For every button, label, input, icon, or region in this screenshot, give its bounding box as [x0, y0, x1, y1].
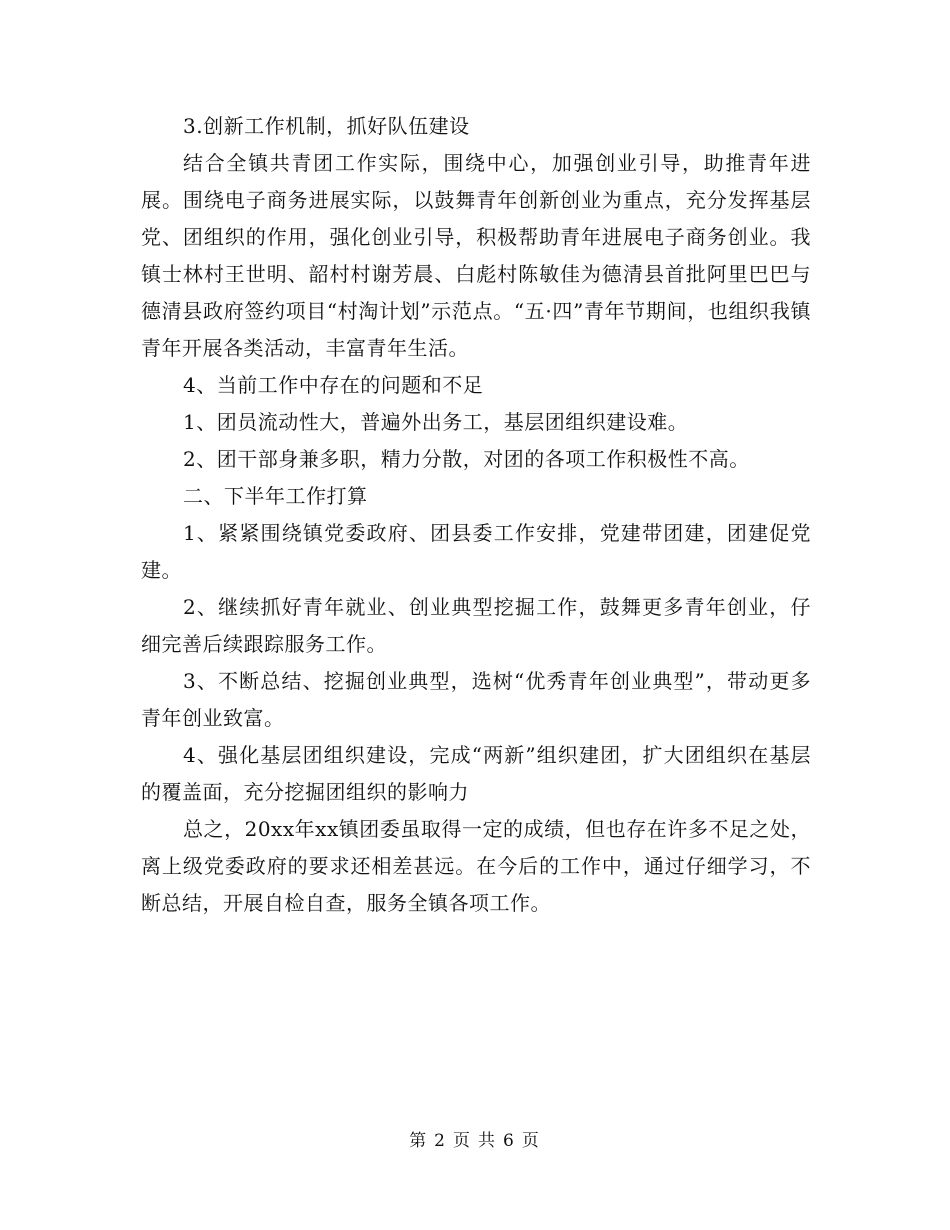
footer-label-di: 第	[409, 1131, 429, 1151]
footer-total-pages: 6	[503, 1131, 516, 1151]
heading-second-half-plan: 二、下半年工作打算	[183, 484, 368, 508]
summary-paragraph: 总之，20xx年xx镇团委虽取得一定的成绩，但也存在许多不足之处，离上级党委政府的要求还相差甚远。在今后的工作中，通过仔细学习，不断总结，开展自检自查，服务全镇各项工作。	[141, 817, 811, 915]
problem-item-2: 2、团干部身兼多职，精力分散，对团的各项工作积极性不高。	[183, 447, 750, 471]
problem-item-1: 1、团员流动性大，普遍外出务工，基层团组织建设难。	[183, 410, 689, 434]
plan-item-2: 2、继续抓好青年就业、创业典型挖掘工作，鼓舞更多青年创业，仔细完善后续跟踪服务工作。	[141, 595, 811, 656]
footer-label-ye: 页	[453, 1131, 472, 1151]
heading-problems: 4、当前工作中存在的问题和不足	[183, 373, 484, 397]
plan-item-1: 1、紧紧围绕镇党委政府、团县委工作安排，党建带团建，团建促党建。	[141, 521, 811, 582]
heading-innovation: 3.创新工作机制，抓好队伍建设	[183, 114, 470, 138]
footer-label-ye-2: 页	[521, 1131, 541, 1151]
page-number-footer	[0, 1126, 950, 1151]
footer-current-page: 2	[434, 1131, 447, 1151]
plan-item-4: 4、强化基层团组织建设，完成“两新”组织建团，扩大团组织在基层的覆盖面，充分挖掘团组织的影响力	[141, 743, 811, 804]
document-body	[141, 108, 811, 922]
plan-item-3: 3、不断总结、挖掘创业典型，选树“优秀青年创业典型”，带动更多青年创业致富。	[141, 669, 811, 730]
paragraph-youth-entrepreneurship: 结合全镇共青团工作实际，围绕中心，加强创业引导，助推青年进展。围绕电子商务进展实际，以鼓舞青年创新创业为重点，充分发挥基层党、团组织的作用，强化创业引导，积极帮助青年进展电子商务创业。我镇士林村王世明、韶村村谢芳晨、白彪村陈敏佳为德清县首批阿里巴巴与德清县政府签约项目“村淘计划”示范点。“五·四”青年节期间，也组织我镇青年开展各类活动，丰富青年生活。	[141, 151, 811, 360]
footer-label-gong: 共	[478, 1131, 497, 1151]
